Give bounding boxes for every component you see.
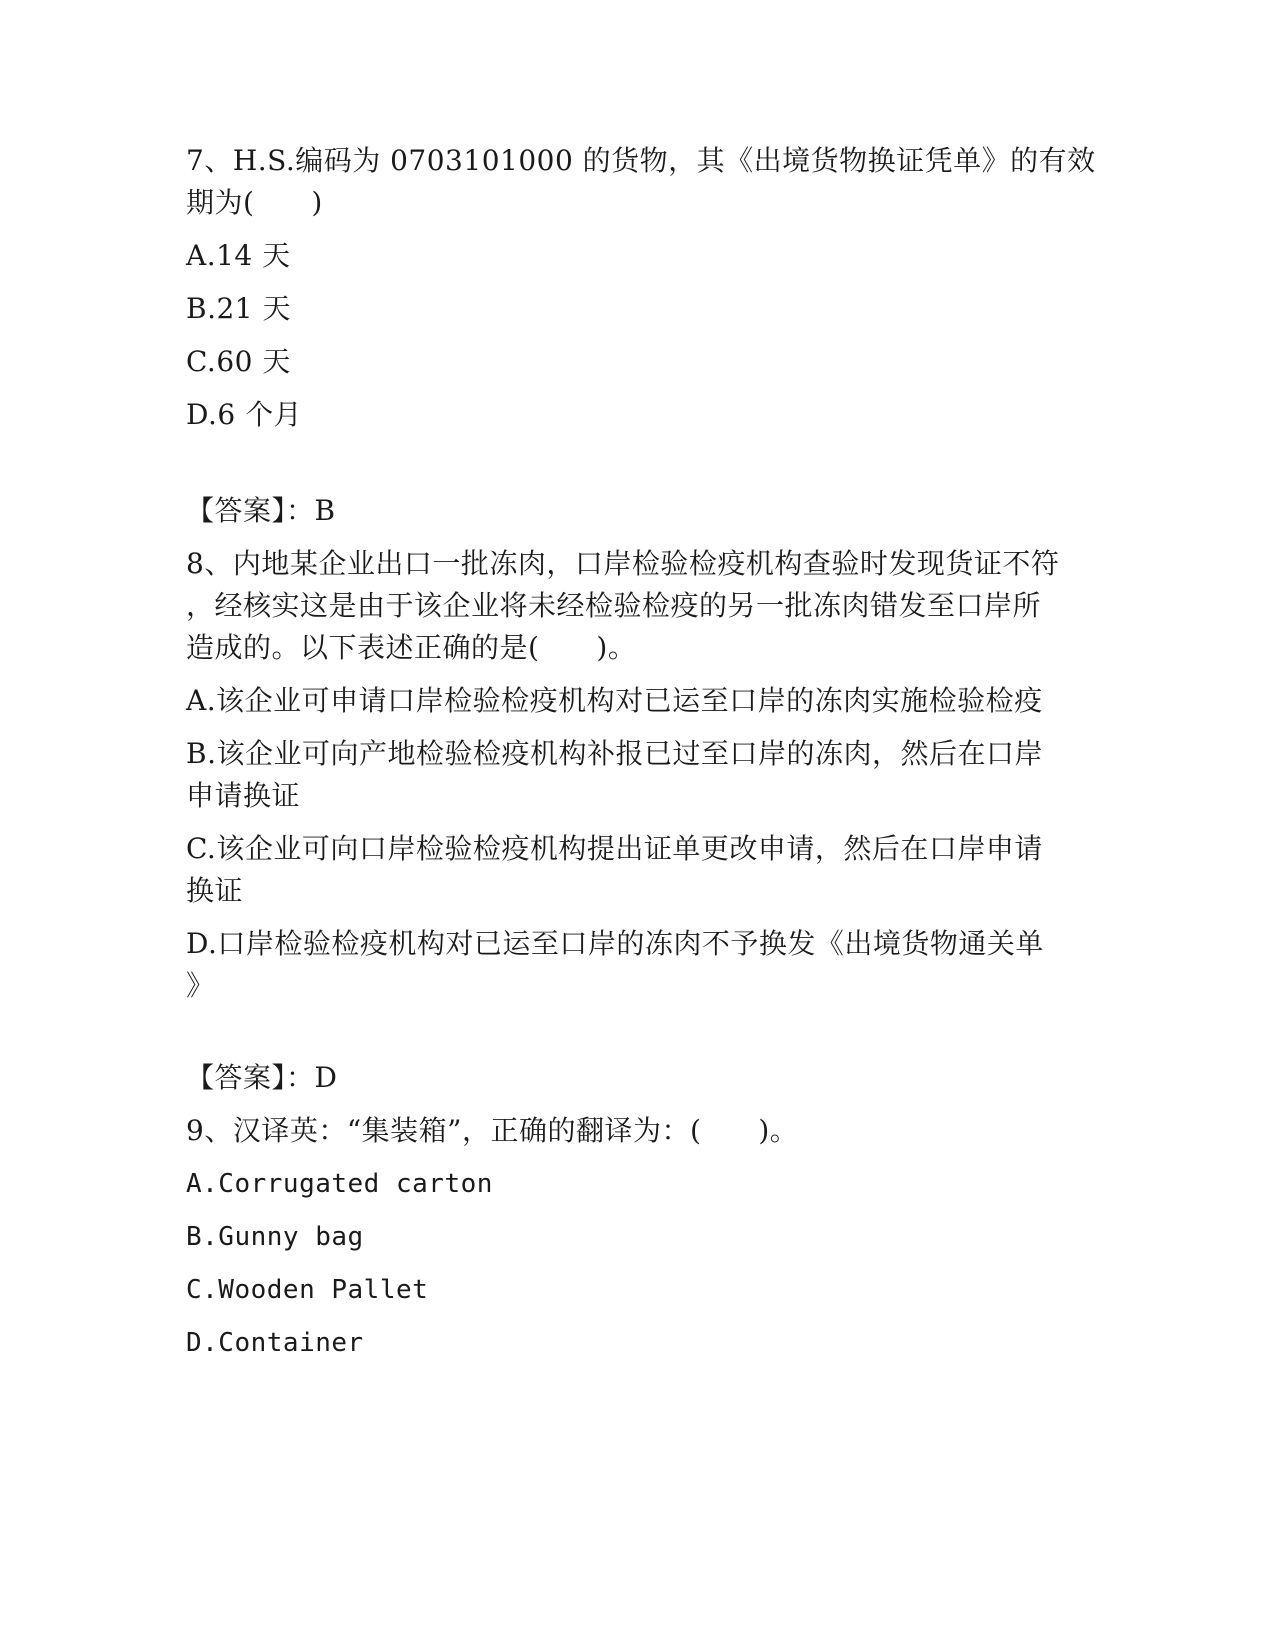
question-7-stem-line-1: 7、H.S.编码为 0703101000 的货物，其《出境货物换证凭单》的有效 [186, 144, 1096, 177]
question-9-option-c: C.Wooden Pallet [186, 1275, 429, 1305]
question-8-answer: 【答案】：D [186, 1061, 338, 1094]
question-7-stem-line-2: 期为( ) [186, 186, 323, 219]
question-8-stem-line-3: 造成的。以下表述正确的是( )。 [186, 631, 637, 664]
question-8-stem-line-2: ，经核实这是由于该企业将未经检验检疫的另一批冻肉错发至口岸所 [186, 589, 1042, 622]
question-8-option-d-line-1: D.口岸检验检疫机构对已运至口岸的冻肉不予换发《出境货物通关单 [186, 927, 1044, 960]
question-9-option-b: B.Gunny bag [186, 1222, 364, 1252]
question-8-option-b-line-2: 申请换证 [186, 779, 301, 812]
question-9-option-a: A.Corrugated carton [186, 1169, 493, 1199]
question-8-option-c-line-2: 换证 [186, 874, 244, 907]
question-7-option-c: C.60 天 [186, 345, 291, 378]
question-7-option-a: A.14 天 [186, 239, 291, 272]
question-8-option-b-line-1: B.该企业可向产地检验检疫机构补报已过至口岸的冻肉，然后在口岸 [186, 737, 1043, 770]
question-8-option-d-line-2: 》 [186, 969, 215, 1002]
question-7-option-b: B.21 天 [186, 292, 292, 325]
question-8-option-c-line-1: C.该企业可向口岸检验检疫机构提出证单更改申请，然后在口岸申请 [186, 832, 1043, 865]
question-9-stem-line-1: 9、汉译英：“集装箱”，正确的翻译为：( )。 [186, 1114, 799, 1147]
question-7-option-d: D.6 个月 [186, 398, 303, 431]
question-9-option-d: D.Container [186, 1328, 364, 1358]
question-8-option-a: A.该企业可申请口岸检验检疫机构对已运至口岸的冻肉实施检验检疫 [186, 684, 1043, 717]
question-8-stem-line-1: 8、内地某企业出口一批冻肉，口岸检验检疫机构查验时发现货证不符 [186, 547, 1060, 580]
question-7-answer: 【答案】：B [186, 494, 336, 527]
